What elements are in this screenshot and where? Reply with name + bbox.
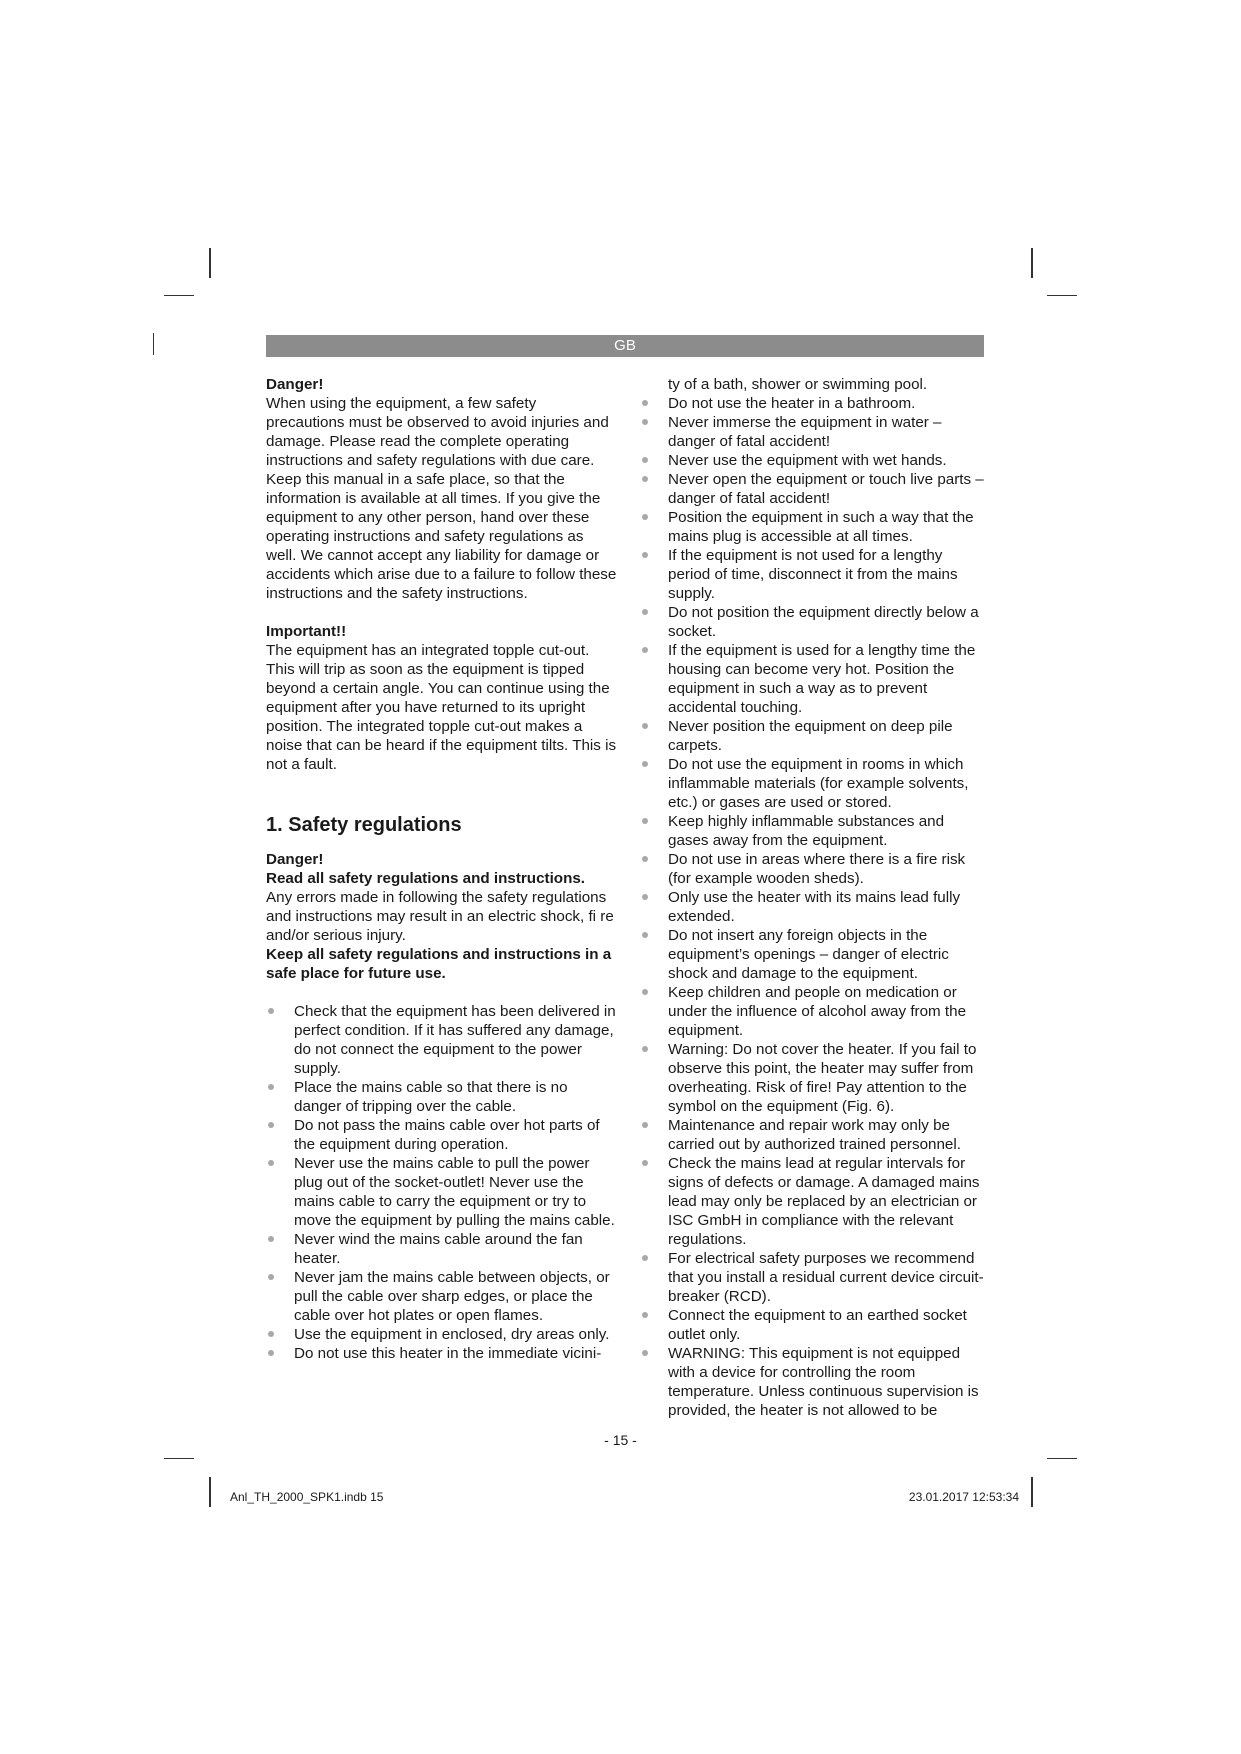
important-text: The equipment has an integrated topple cut-out. This will trip as soon as the equipment is tipped beyond a certain angle. You can continue using the equipment after you have returned to its upright position. The integrated topple cut-out makes a noise that can be heard if the equipment tilts. This is not a fault. [266,642,617,773]
footer-timestamp: 23.01.2017 12:53:34 [908,1490,1019,1504]
read-all-line: Read all safety regulations and instructions. [266,870,586,887]
list-item: Never jam the mains cable between objects, or pull the cable over sharp edges, or place the cable over hot plates or open flames. [266,1268,618,1325]
crop-mark [1047,295,1077,296]
list-item: Do not use the equipment in rooms in which inflammable materials (for example solvents, etc.) or gases are used or stored. [640,755,984,812]
list-item: Warning: Do not cover the heater. If you fail to observe this point, the heater may suffer from overheating. Risk of fire! Pay attention to the symbol on the equipment (Fig. 6). [640,1040,984,1116]
list-item: Maintenance and repair work may only be carried out by authorized trained personnel. [640,1116,984,1154]
danger-title: Danger! [266,376,324,393]
list-item: WARNING: This equipment is not equipped with a device for controlling the room temperature. Unless continuous supervision is provided, the heater is not allowed to be [640,1344,984,1420]
list-item: Never position the equipment on deep pile carpets. [640,717,984,755]
crop-mark [209,248,211,278]
danger-block-title: Danger! [266,851,324,868]
list-item: Do not use in areas where there is a fire risk (for example wooden sheds). [640,850,984,888]
list-item: Use the equipment in enclosed, dry areas only. [266,1325,618,1344]
list-item: Check that the equipment has been delivered in perfect condition. If it has suffered any damage, do not connect the equipment to the power supply. [266,1002,618,1078]
crop-mark [153,333,154,355]
list-item: Do not position the equipment directly below a socket. [640,603,984,641]
crop-mark [164,295,194,296]
list-item: If the equipment is used for a lengthy time the housing can become very hot. Position the equipment in such a way as to prevent accidental touching. [640,641,984,717]
list-item: Check the mains lead at regular intervals for signs of defects or damage. A damaged mains lead may only be replaced by an electrician or ISC GmbH in compliance with the relevant regulations. [640,1154,984,1249]
left-column [266,375,618,1363]
list-item: Do not use the heater in a bathroom. [640,394,984,413]
keep-all-line: Keep all safety regulations and instructions in a safe place for future use. [266,946,612,982]
right-bullet-list [640,394,984,1420]
list-item: Do not pass the mains cable over hot parts of the equipment during operation. [266,1116,618,1154]
list-item: Never wind the mains cable around the fan heater. [266,1230,618,1268]
list-item: Connect the equipment to an earthed socket outlet only. [640,1306,984,1344]
list-item: Do not use this heater in the immediate vicini- [266,1344,618,1363]
language-label: GB [614,337,636,354]
section-heading: 1. Safety regulations [266,814,462,836]
footer-file-name: Anl_TH_2000_SPK1.indb 15 [230,1490,384,1504]
list-item: Only use the heater with its mains lead fully extended. [640,888,984,926]
list-item: Keep children and people on medication or under the influence of alcohol away from the equipment. [640,983,984,1040]
list-item: Never open the equipment or touch live parts – danger of fatal accident! [640,470,984,508]
list-item: Do not insert any foreign objects in the equipment’s openings – danger of electric shock and damage to the equipment. [640,926,984,983]
list-item: For electrical safety purposes we recommend that you install a residual current device circuit-breaker (RCD). [640,1249,984,1306]
list-item: Position the equipment in such a way that the mains plug is accessible at all times. [640,508,984,546]
list-item: If the equipment is not used for a lengthy period of time, disconnect it from the mains supply. [640,546,984,603]
crop-mark [209,1477,211,1507]
language-header-bar [266,335,984,357]
right-column [640,375,984,1420]
page-number: - 15 - [604,1432,637,1448]
important-title: Important!! [266,623,347,640]
list-item: Place the mains cable so that there is no danger of tripping over the cable. [266,1078,618,1116]
crop-mark [1031,248,1033,278]
errors-text: Any errors made in following the safety regulations and instructions may result in an electric shock, fi re and/or serious injury. [266,889,614,944]
crop-mark [164,1458,194,1459]
list-item: Never use the mains cable to pull the power plug out of the socket-outlet! Never use the mains cable to carry the equipment or try to move the equipment by pulling the mains cable. [266,1154,618,1230]
list-item: Keep highly inflammable substances and gases away from the equipment. [640,812,984,850]
crop-mark [1031,1477,1033,1507]
danger-intro-text: When using the equipment, a few safety precautions must be observed to avoid injuries and damage. Please read the complete operating instructions and safety regulations with due care. Keep this manual in a safe place, so that the information is available at all times. If you give the equipment to any other person, hand over these operating instructions and safety regulations as well. We cannot accept any liability for damage or accidents which arise due to a failure to follow these instructions and the safety instructions. [266,395,617,602]
left-bullet-list [266,1002,618,1363]
list-item: Never immerse the equipment in water – danger of fatal accident! [640,413,984,451]
list-item: Never use the equipment with wet hands. [640,451,984,470]
crop-mark [1047,1458,1077,1459]
continuation-text: ty of a bath, shower or swimming pool. [668,376,928,393]
